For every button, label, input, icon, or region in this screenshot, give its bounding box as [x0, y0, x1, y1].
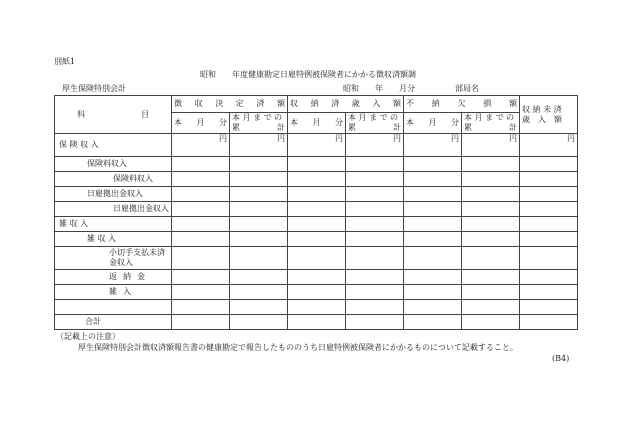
header-char: 月 [312, 118, 321, 127]
header-char: 月 [196, 118, 205, 127]
table-row [55, 172, 578, 187]
this-month-header [404, 113, 462, 134]
header-char: 月 [428, 118, 437, 127]
amount-cell[interactable] [346, 172, 404, 187]
amount-cell[interactable] [346, 157, 404, 172]
table-row [55, 217, 578, 232]
header-char: 損 [483, 99, 492, 108]
table-row [55, 187, 578, 202]
amount-cell[interactable] [172, 134, 230, 157]
amount-cell[interactable] [172, 270, 230, 285]
header-char: 本 月 ま で の [348, 113, 399, 122]
amount-cell[interactable] [462, 247, 520, 270]
header-char: 本 [290, 118, 298, 127]
amount-cell[interactable] [346, 232, 404, 247]
cumulative-header [462, 113, 520, 134]
amount-cell[interactable] [230, 300, 288, 315]
header-char: 計 [509, 123, 517, 132]
amount-cell[interactable] [346, 285, 404, 300]
header-char: 収 [194, 99, 203, 108]
table-row [55, 315, 578, 330]
header-char: 本 月 ま で の [464, 113, 515, 122]
amount-cell[interactable] [230, 315, 288, 330]
amount-cell[interactable] [462, 270, 520, 285]
amount-cell[interactable] [230, 157, 288, 172]
header-char: 済 [256, 99, 265, 108]
amount-cell[interactable] [288, 247, 346, 270]
amount-cell[interactable] [520, 247, 578, 270]
header-char: 科 [77, 109, 85, 119]
row-label: 雑入 [109, 287, 137, 296]
row-label-cell [55, 300, 172, 315]
amount-cell[interactable] [404, 217, 462, 232]
header-char: 済 [331, 99, 340, 108]
header-line: 収 納 未 済 [522, 104, 562, 114]
row-label: 合計 [85, 317, 101, 326]
amount-cell[interactable] [404, 315, 462, 330]
amount-cell[interactable] [462, 187, 520, 202]
yen-unit: 円 [567, 134, 575, 143]
amount-cell[interactable] [462, 232, 520, 247]
amount-cell[interactable] [520, 202, 578, 217]
amount-cell[interactable] [520, 187, 578, 202]
amount-cell[interactable] [288, 172, 346, 187]
amount-cell[interactable] [172, 202, 230, 217]
amount-cell[interactable] [172, 187, 230, 202]
amount-cell[interactable] [462, 172, 520, 187]
amount-cell[interactable] [346, 247, 404, 270]
amount-cell[interactable] [172, 217, 230, 232]
amount-cell[interactable] [462, 300, 520, 315]
amount-cell[interactable] [404, 202, 462, 217]
amount-cell[interactable] [404, 134, 462, 157]
notes-title: （記載上の注意） [56, 332, 120, 341]
amount-cell[interactable] [462, 315, 520, 330]
amount-cell[interactable] [288, 270, 346, 285]
table-row [55, 247, 578, 270]
header-char: 入 [372, 99, 381, 108]
header-char: 額 [509, 99, 517, 108]
row-label-cell [55, 270, 172, 285]
amount-cell[interactable] [230, 232, 288, 247]
amount-cell[interactable] [230, 187, 288, 202]
table-row [55, 134, 578, 157]
row-label-cell [55, 134, 172, 157]
row-label: 返納金 [109, 272, 151, 281]
yen-unit: 円 [509, 134, 517, 143]
amount-cell[interactable] [172, 157, 230, 172]
amount-cell[interactable] [288, 300, 346, 315]
doc-label: 別紙1 [54, 57, 76, 66]
header-char: 歳 [351, 99, 360, 108]
subject-header [55, 96, 172, 134]
amount-cell[interactable] [288, 232, 346, 247]
document-title: 昭和 年度健康勘定日雇特例被保険者にかかる徴収済額調 [200, 70, 416, 79]
amount-cell[interactable] [346, 202, 404, 217]
header-char: 計 [393, 123, 401, 132]
amount-cell[interactable] [520, 134, 578, 157]
amount-cell[interactable] [520, 157, 578, 172]
header-char: 徴 [174, 99, 182, 108]
amount-cell[interactable] [404, 172, 462, 187]
amount-cell[interactable] [230, 134, 288, 157]
amount-cell[interactable] [404, 270, 462, 285]
paper-size: (B4) [552, 354, 570, 363]
amount-cell[interactable] [288, 217, 346, 232]
yen-unit: 円 [335, 134, 343, 143]
amount-cell[interactable] [230, 285, 288, 300]
amount-cell[interactable] [288, 134, 346, 157]
row-label-cell [55, 232, 172, 247]
amount-cell[interactable] [230, 202, 288, 217]
department: 部局名 [455, 84, 479, 93]
amount-cell[interactable] [288, 157, 346, 172]
this-month-header [288, 113, 346, 134]
amount-cell[interactable] [288, 285, 346, 300]
header-char: 不 [406, 99, 414, 108]
row-label: 小切手支払未済金収入 [109, 248, 165, 267]
header-char: 決 [215, 99, 224, 108]
row-label-cell [55, 187, 172, 202]
amount-cell[interactable] [520, 300, 578, 315]
cumulative-header [230, 113, 288, 134]
amount-cell[interactable] [346, 134, 404, 157]
amount-cell[interactable] [462, 134, 520, 157]
header-char: 分 [451, 118, 459, 127]
amount-cell[interactable] [520, 172, 578, 187]
table-row [55, 232, 578, 247]
row-label: 日雇拠出金収入 [113, 204, 169, 213]
row-label: 雑 収 入 [59, 219, 89, 228]
amount-cell[interactable] [346, 217, 404, 232]
amount-cell[interactable] [346, 187, 404, 202]
form-body [54, 95, 614, 364]
amount-cell[interactable] [404, 247, 462, 270]
header-char: 納 [431, 99, 440, 108]
header-char: 累 [232, 123, 240, 132]
amount-cell[interactable] [462, 285, 520, 300]
amount-cell[interactable] [520, 217, 578, 232]
amount-cell[interactable] [230, 270, 288, 285]
amount-cell[interactable] [172, 232, 230, 247]
row-label-cell [55, 217, 172, 232]
amount-cell[interactable] [172, 172, 230, 187]
table-row [55, 157, 578, 172]
account-name: 厚生保険特別会計 [62, 84, 126, 93]
yen-unit: 円 [277, 134, 285, 143]
amount-cell[interactable] [520, 315, 578, 330]
header-char: 額 [392, 99, 401, 108]
header-char: 目 [141, 109, 149, 119]
header-char: 本 [406, 118, 414, 127]
row-label: 日雇拠出金収入 [87, 189, 143, 198]
amount-cell[interactable] [404, 232, 462, 247]
amount-cell[interactable] [404, 285, 462, 300]
amount-cell[interactable] [230, 247, 288, 270]
header-char: 累 [348, 123, 356, 132]
row-label: 保 険 収 入 [59, 140, 99, 149]
table-row [55, 202, 578, 217]
amount-cell[interactable] [462, 202, 520, 217]
header-char: 分 [219, 118, 227, 127]
row-label-cell [55, 285, 172, 300]
amount-cell[interactable] [230, 217, 288, 232]
yen-unit: 円 [451, 134, 459, 143]
header-char: 本 月 ま で の [232, 113, 283, 122]
amount-cell[interactable] [230, 172, 288, 187]
amount-cell[interactable] [288, 187, 346, 202]
amount-cell[interactable] [520, 270, 578, 285]
amount-cell[interactable] [172, 285, 230, 300]
this-month-header [172, 113, 230, 134]
yen-unit: 円 [219, 134, 227, 143]
table-row [55, 270, 578, 285]
amount-cell[interactable] [404, 157, 462, 172]
header-char: 定 [235, 99, 244, 108]
header-char: 収 [290, 99, 298, 108]
row-label-cell [55, 202, 172, 217]
period: 昭和 年 月分 [343, 84, 415, 93]
cumulative-header [346, 113, 404, 134]
header-char: 納 [310, 99, 319, 108]
amount-cell[interactable] [404, 187, 462, 202]
assessed-header [172, 96, 288, 113]
header-char: 額 [276, 99, 285, 108]
header-char: 分 [335, 118, 343, 127]
row-label: 雑 収 入 [87, 234, 117, 243]
row-label-cell [55, 247, 172, 270]
header-char: 本 [174, 118, 182, 127]
received-header [288, 96, 404, 113]
row-label: 保険料収入 [87, 159, 127, 168]
note-text: 厚生保険特別会計徴収済額報告書の健康勘定で報告したもののうち日雇特例被保険者にかかるものについて記載すること。 [78, 343, 518, 352]
row-label: 保険料収入 [113, 174, 153, 183]
amount-cell[interactable] [346, 270, 404, 285]
amount-cell[interactable] [346, 300, 404, 315]
amount-cell[interactable] [288, 315, 346, 330]
amount-cell[interactable] [404, 300, 462, 315]
table-row [55, 300, 578, 315]
amount-cell[interactable] [520, 232, 578, 247]
amount-cell[interactable] [520, 285, 578, 300]
yen-unit: 円 [393, 134, 401, 143]
amount-cell[interactable] [172, 247, 230, 270]
header-char: 累 [464, 123, 472, 132]
written-off-header [404, 96, 520, 113]
header-line: 歳 入 額 [522, 114, 562, 124]
amount-cell[interactable] [288, 202, 346, 217]
amount-cell[interactable] [462, 157, 520, 172]
collection-table [54, 95, 578, 330]
row-label-cell [55, 315, 172, 330]
table-row [55, 285, 578, 300]
row-label-cell [55, 172, 172, 187]
row-label-cell [55, 157, 172, 172]
uncollected-header [520, 96, 578, 134]
amount-cell[interactable] [346, 315, 404, 330]
header-char: 欠 [457, 99, 466, 108]
header-char: 計 [277, 123, 285, 132]
amount-cell[interactable] [172, 300, 230, 315]
amount-cell[interactable] [172, 315, 230, 330]
amount-cell[interactable] [462, 217, 520, 232]
